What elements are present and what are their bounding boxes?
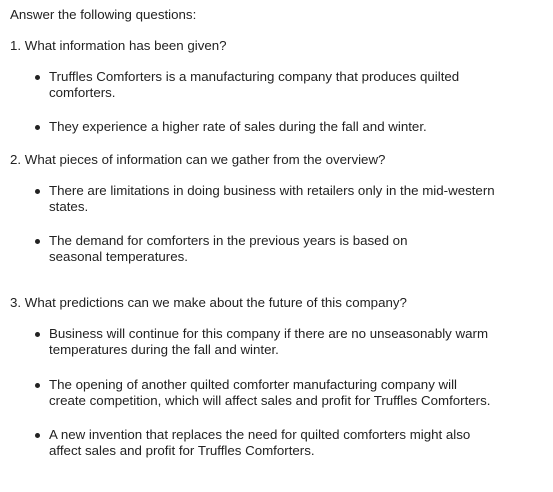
question-1: 1. What information has been given?: [10, 38, 227, 53]
bullet-icon: [35, 332, 40, 337]
answer-list-1: [10, 69, 545, 135]
list-item: Truffles Comforters is a manufacturing company that produces quilted comforters.: [10, 69, 545, 101]
bullet-icon: [35, 383, 40, 388]
list-item: The demand for comforters in the previous years is based on seasonal temperatures.: [10, 233, 545, 265]
question-3: 3. What predictions can we make about the future of this company?: [10, 295, 407, 310]
answer-list-2: [10, 183, 545, 265]
list-item: They experience a higher rate of sales during the fall and winter.: [10, 119, 545, 135]
bullet-icon: [35, 189, 40, 194]
question-2: 2. What pieces of information can we gather from the overview?: [10, 152, 386, 167]
document-body: [10, 7, 545, 459]
bullet-icon: [35, 75, 40, 80]
list-item: There are limitations in doing business with retailers only in the mid-western states.: [10, 183, 545, 215]
answer-list-3: [10, 326, 545, 459]
list-item: A new invention that replaces the need for quilted comforters might also affect sales and profit for Truffles Comforters.: [10, 427, 545, 459]
intro-text: Answer the following questions:: [10, 7, 197, 22]
list-item: Business will continue for this company if there are no unseasonably warm temperatures during the fall and winter.: [10, 326, 545, 358]
bullet-icon: [35, 239, 40, 244]
bullet-icon: [35, 433, 40, 438]
list-item: The opening of another quilted comforter manufacturing company will create competition, which will affect sales and profit for Truffles Comforters.: [10, 377, 545, 409]
bullet-icon: [35, 125, 40, 130]
